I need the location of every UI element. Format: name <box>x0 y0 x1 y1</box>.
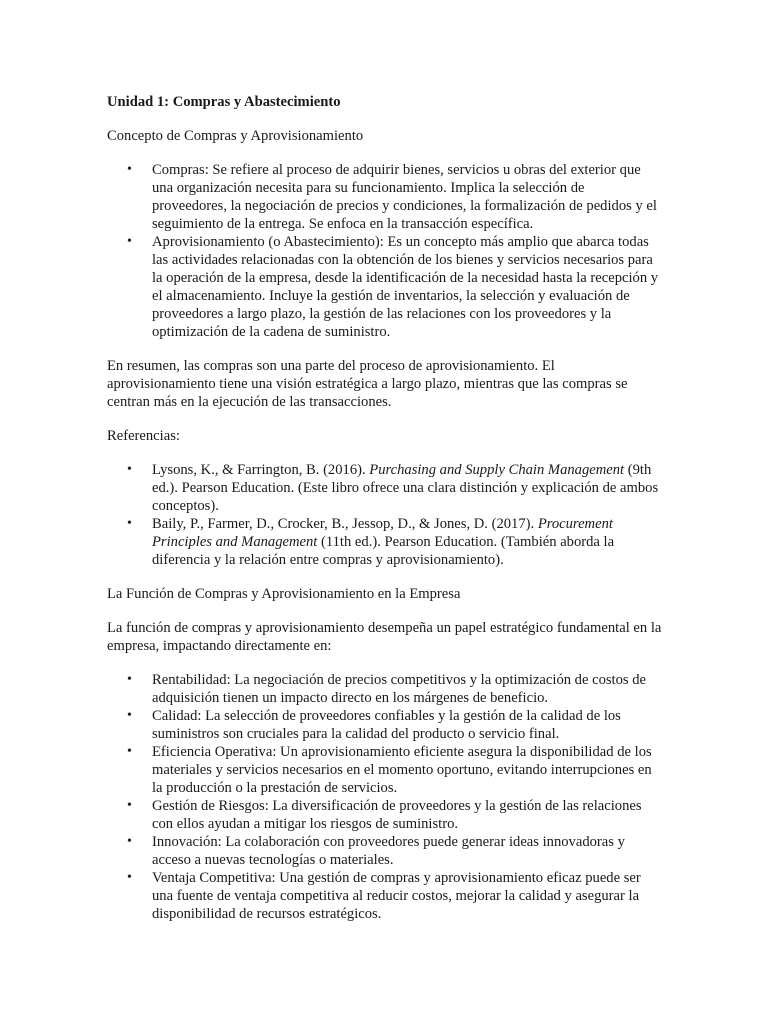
list-item: • Innovación: La colaboración con proveedores puede generar ideas innovadoras y acceso a nuevas tecnologías o materiales. <box>107 833 663 869</box>
list-item: • Rentabilidad: La negociación de precios competitivos y la optimización de costos de adquisición tienen un impacto directo en los márgenes de beneficio. <box>107 671 663 707</box>
references-heading: Referencias: <box>107 428 180 444</box>
reference-text: Lysons, K., & Farrington, B. (2016). <box>152 462 370 478</box>
reference-text: (9th ed.). Pearson Education. (Este libro ofrece una clara distinción y explicación de ambos conceptos). <box>152 462 659 514</box>
concept-list <box>107 161 663 341</box>
impact-list <box>107 671 663 923</box>
intro-paragraph: La función de compras y aprovisionamiento desempeña un papel estratégico fundamental en la empresa, impactando directamente en: <box>107 620 662 654</box>
references-list <box>107 461 663 569</box>
reference-book-title: Purchasing and Supply Chain Management <box>369 462 625 478</box>
list-item: • Gestión de Riesgos: La diversificación de proveedores y la gestión de las relaciones con ellos ayudan a mitigar los riesgos de suministro. <box>107 797 663 833</box>
section-heading-funcion: La Función de Compras y Aprovisionamiento en la Empresa <box>107 586 461 602</box>
reference-item <box>107 515 663 569</box>
reference-text: (11th ed.). Pearson Education. (También aborda la diferencia y la relación entre compras y aprovisionamiento). <box>152 534 615 568</box>
reference-text: Baily, P., Farmer, D., Crocker, B., Jessop, D., & Jones, D. (2017). <box>152 516 538 532</box>
list-item: • Calidad: La selección de proveedores confiables y la gestión de la calidad de los suministros son cruciales para la calidad del producto o servicio final. <box>107 707 663 743</box>
list-item: • Eficiencia Operativa: Un aprovisionamiento eficiente asegura la disponibilidad de los materiales y servicios necesarios en el momento oportuno, evitando interrupciones en la producción o la prestación de servicios. <box>107 743 663 797</box>
reference-book-title: Procurement Principles and Management <box>152 516 613 550</box>
document-page <box>107 93 663 923</box>
list-item: • Ventaja Competitiva: Una gestión de compras y aprovisionamiento eficaz puede ser una fuente de ventaja competitiva al reducir costos, mejorar la calidad y asegurar la disponibilidad de recursos estratégicos. <box>107 869 663 923</box>
list-item: • Aprovisionamiento (o Abastecimiento): Es un concepto más amplio que abarca todas las actividades relacionadas con la obtención de los bienes y servicios necesarios para la operación de la empresa, desde la identificación de la necesidad hasta la recepción y el almacenamiento. Incluye la gestión de inventarios, la selección y evaluación de proveedores a largo plazo, la gestión de las relaciones con los proveedores y la optimización de la cadena de suministro. <box>107 233 663 341</box>
summary-paragraph: En resumen, las compras son una parte del proceso de aprovisionamiento. El aprovisionamiento tiene una visión estratégica a largo plazo, mientras que las compras se centran más en la ejecución de las transacciones. <box>107 358 628 410</box>
list-item: • Compras: Se refiere al proceso de adquirir bienes, servicios u obras del exterior que una organización necesita para su funcionamiento. Implica la selección de proveedores, la negociación de precios y condiciones, la formalización de pedidos y el seguimiento de la entrega. Se enfoca en la transacción específica. <box>107 161 663 233</box>
section-heading-concepto: Concepto de Compras y Aprovisionamiento <box>107 128 364 144</box>
reference-item <box>107 461 663 515</box>
document-title: Unidad 1: Compras y Abastecimiento <box>107 94 341 110</box>
